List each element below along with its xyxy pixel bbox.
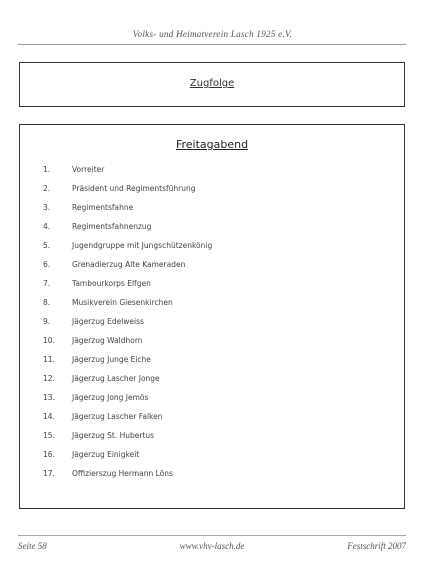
item-number: 5.	[43, 241, 51, 250]
item-label: Regimentsfahnenzug	[72, 222, 152, 231]
item-number: 10.	[43, 336, 55, 345]
item-number: 15.	[43, 431, 55, 440]
item-number: 8.	[43, 298, 51, 307]
item-number: 17.	[43, 469, 55, 478]
header-divider	[18, 44, 406, 45]
item-number: 9.	[43, 317, 51, 326]
item-number: 7.	[43, 279, 51, 288]
item-label: Jägerzug Junge Eiche	[72, 355, 151, 364]
title-box	[19, 62, 405, 107]
item-label: Jägerzug Lascher Falken	[72, 412, 163, 421]
item-label: Offizierszug Hermann Löns	[72, 469, 173, 478]
item-label: Musikverein Giesenkirchen	[72, 298, 173, 307]
page-footer	[18, 541, 406, 553]
item-label: Jägerzug Edelweiss	[72, 317, 144, 326]
item-label: Jägerzug Einigkeit	[72, 450, 140, 459]
item-label: Jägerzug Jong Jemös	[72, 393, 149, 402]
website-link[interactable]: www.vhv-lasch.de	[179, 541, 245, 551]
item-number: 4.	[43, 222, 51, 231]
item-label: Jägerzug Waldhorn	[72, 336, 143, 345]
footer-divider	[18, 535, 406, 536]
page-header-title: Volks- und Heimatverein Lasch 1925 e.V.	[132, 29, 293, 39]
item-label: Jugendgruppe mit Jungschützenkönig	[72, 241, 213, 250]
schedule-box	[19, 124, 405, 509]
item-label: Jägerzug St. Hubertus	[72, 431, 155, 440]
item-number: 3.	[43, 203, 51, 212]
item-number: 14.	[43, 412, 55, 421]
item-number: 2.	[43, 184, 51, 193]
page-number: Seite 58	[18, 541, 47, 551]
item-label: Präsident und Regimentsführung	[72, 184, 196, 193]
page-title: Zugfolge	[189, 78, 235, 89]
item-number: 16.	[43, 450, 55, 459]
publication-name: Festschrift 2007	[347, 541, 406, 551]
item-number: 6.	[43, 260, 51, 269]
item-label: Grenadierzug Alte Kameraden	[72, 260, 186, 269]
item-label: Regimentsfahne	[72, 203, 134, 212]
section-title: Freitagabend	[175, 138, 249, 151]
item-number: 12.	[43, 374, 55, 383]
item-label: Jägerzug Lascher Jonge	[72, 374, 160, 383]
item-number: 13.	[43, 393, 55, 402]
item-label: Tambourkorps Elfgen	[72, 279, 151, 288]
item-number: 1.	[43, 165, 51, 174]
item-number: 11.	[43, 355, 55, 364]
item-label: Vorreiter	[72, 165, 105, 174]
